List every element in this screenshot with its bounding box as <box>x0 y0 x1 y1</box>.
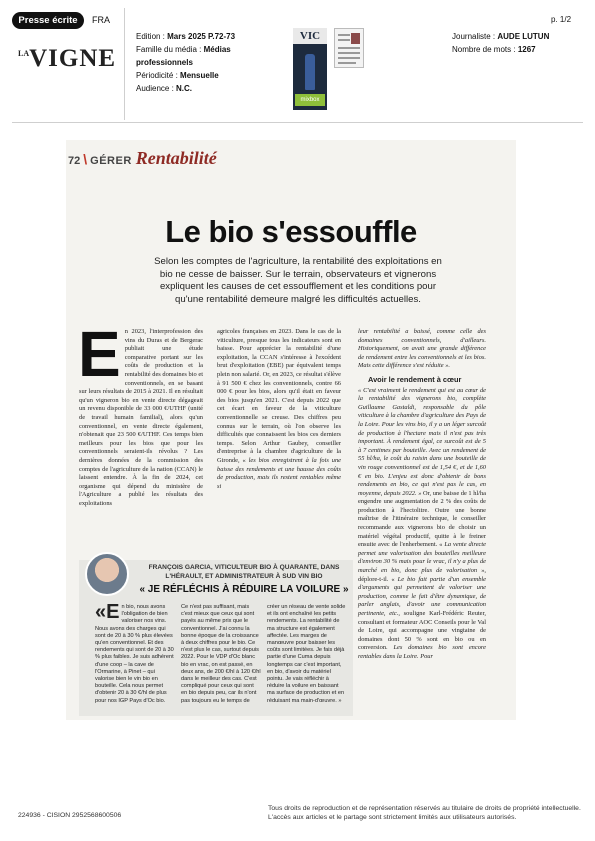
rubric-header <box>68 148 217 169</box>
famille-line: Famille du média : Médias professionnels <box>136 45 231 67</box>
cision-reference: 224936 - CISION 2952568600506 <box>18 812 122 819</box>
column-3-quote-1: « C'est vraiment le rendement qui est au cœur de la rentabilité des vignerons bio, complète Guillaume Gastaldi, responsable du pôle viticulture à la chambre d'agriculture des Pays de la Loire. Pour les vins bio, il y a un léger surcoût de production à l'hectare mais il n'est pas très important. À rendement égal, ce surcoût est de 5 à 7 centimes par bouteille. Avec un rendement de 55 hl/ha, le coût du raisin dans une bouteille de vin rouge conventionnel est de 1,54 €, et de 1,60 € en bio. L'enjeu est donc d'obtenir de bons rendements en bio, ce qui n'est pas le cas, en moyenne, depuis 2022. » <box>358 386 486 497</box>
testimonial-author: FRANÇOIS GARCIA, VITICULTEUR BIO À QUARANTE, DANS L'HÉRAULT, ET ADMINISTRATEUR À SUD VIN BIO <box>148 564 340 580</box>
press-type-badge: Presse écrite <box>12 12 84 29</box>
publication-logo <box>18 46 116 71</box>
audience-line: Audience : N.C. <box>136 84 193 93</box>
slash-icon: \ <box>83 151 88 167</box>
section-label: GÉRER <box>90 155 132 167</box>
copyright-notice: Tous droits de reproduction et de représentation réservés au titulaire de droits de propriété intellectuelle. L'accès aux articles et le partage sont strictement limités aux utilisateurs autorisés. <box>268 805 581 821</box>
column-3-text-2: », déplore-t-il. « <box>358 567 487 583</box>
bottle-icon <box>305 54 315 90</box>
article-headline: Le bio s'essouffle <box>165 214 417 249</box>
word-count-line: Nombre de mots : 1267 <box>452 45 536 54</box>
author-meta <box>452 30 549 56</box>
page-number: p. 1/2 <box>551 15 572 24</box>
testimonial-column-2: Ce n'est pas suffisant, mais c'est mieux que ceux qui sont payés au même prix que le conventionnel. J'ai connu la bonne époque de la croissance à deux chiffres pour le bio. Ce n'est plus le cas, surtout depuis 2022. Pour le VDP d'Oc blanc bio en vrac, on est passé, en deux ans, de 200 €/hl à 120 €/hl dans le meilleur des cas. C'est compliqué pour ceux qui sont en bio depuis peu, car ils n'ont pas toujours eu le temps de <box>181 604 261 704</box>
column-3-quote-2: La vente directe permet une valorisation des bouteilles meilleure d'environ 30 % mais pour le vrac, il n'y a plus de marché en bio, donc plus de valorisation <box>358 541 486 575</box>
column-2-text: agricoles françaises en 2023. Dans le cas de la viticulture, presque tous les indicateurs sont en baisse. Pour apprécier la rentabilité d'une exploitation, la CCAN s'intéresse à l'excédent brut d'exploitation (EBE) par équivalent temps plein non salarié. Or, en 2023, ce résultat s'élève à 91 500 € chez les conventionnels, contre 66 000 € pour les bios, alors qu'il était en faveur des bios jusqu'en 2021. C'est depuis 2022 que cet écart en faveur de la viticulture conventionnelle se creuse. Des chiffres peu connus sur le terrain, où l'on observe les difficultés que connaissent les bios ces derniers temps. Selon Arthur Gaubey, conseiller d'entreprise à la chambre d'agriculture de la Gironde, « <box>217 328 341 464</box>
column-3-intro: leur rentabilité a baissé, comme celle des domaines conventionnels, d'ailleurs. Historiquement, on avait une grande différence de rendement entre les conventionnels et les bios. Mais cette différence s'est réduite ». <box>358 328 486 370</box>
article-column-1 <box>78 318 203 508</box>
column-3-quote-4: Les domaines bio sont encore rentables dans la Loire. Pour <box>358 644 486 660</box>
rubric-label: Rentabilité <box>135 148 217 168</box>
header-rule <box>12 122 583 123</box>
article-page-number: 72 <box>68 155 81 167</box>
article-column-2 <box>217 328 341 564</box>
page-thumbnail <box>334 28 364 68</box>
column-2-quote: les bios enregistrent à la fois une baisse des rendements et une hausse des coûts de production, mais ils restent rentables même si <box>217 456 341 490</box>
publication-meta <box>136 30 264 95</box>
column-3-text-1: Or, une baisse de 1 hl/ha engendre une augmentation de 2 % des coûts de production à l'hectolitre. Outre une bonne maîtrise de l'itinéraire technique, le conseiller recommande aux vignerons bio de choisir un matériel végétal productif, quitte à le freiner ensuite avec de l'enherbement. « <box>358 489 486 549</box>
cover-brand: mixbox <box>295 94 325 106</box>
language-code: FRA <box>92 15 110 25</box>
testimonial-box <box>79 560 353 716</box>
drop-cap: E <box>78 318 121 390</box>
testimonial-title: « JE RÉFLÉCHIS À RÉDUIRE LA VOILURE » <box>139 584 349 595</box>
periodicite-line: Périodicité : Mensuelle <box>136 71 219 80</box>
magazine-cover-thumbnail <box>293 28 327 110</box>
header-divider <box>124 8 125 120</box>
edition-line: Edition : Mars 2025 P.72-73 <box>136 32 236 41</box>
intertitle: Avoir le rendement à cœur <box>368 374 462 384</box>
logo-small-text: LA <box>18 49 30 58</box>
testimonial-column-1: «En bio, nous avons l'obligation de bien valoriser nos vins. Nous avons des charges qui sont de 20 à 30 % plus élevées qu'en conventionnel. Et des rendements qui sont de 20 à 30 % plus faibles. Je suis adhérent d'une coop – la cave de l'Ormarine, à Pinet – qui valorise bien le vin bio en bouteille. Cela nous permet d'obtenir 20 à 30 €/hl de plus pour nos IGP Pays d'Oc bio. <box>95 601 174 704</box>
logo-big-text: VIGNE <box>29 45 117 72</box>
testimonial-column-3: créer un réseau de vente solide et ils ont enchaîné les petits rendements. La rentabilité de ma structure est également affectée. Les marges de manœuvre pour baisser les coûts sont limitées. Je fais déjà partie d'une Cuma depuis longtemps car c'est important, en bio, d'avoir du matériel pointu. Je vais réfléchir à réduire la voilure en baissant ma surface de production et en réduisant ma main-d'œuvre. » <box>267 604 346 704</box>
column-1-text: n 2023, l'interprofession des vins du Duras et de Bergerac publiait une étude comparative portant sur les coûts de production et la rentabilité des domaines bio et conventionnels, en se basant sur leurs résultats de 2015 à 2021. Il en résultait qu'un vigneron bio en vente directe dégageait un revenu disponible de 33 000 €/UTHF (unité de travail humain familial), alors qu'un conventionnel, en vente directe également, n'obtenait que 23 500 €/UTHF. Ces temps bien meilleurs pour les bios que pour les conventionnels seraient-ils révolus ? Les dernières données de la commission des comptes de l'agriculture de la nation (CCAN) le laissent entendre. À la fin de 2024, cet organisme qui dépend du ministère de l'Agriculture a publié les résultats des exploitations <box>79 328 203 507</box>
open-quote-icon: «E <box>95 601 120 623</box>
article-standfirst: Selon les comptes de l'agriculture, la rentabilité des exploitations en bio ne cesse de baisser. Sur le terrain, observateurs et vignerons expliquent les causes de cet essoufflement et les conditions pour qu'une rentabilité demeure malgré les difficultés actuelles. <box>154 256 442 305</box>
column-3-text-3: , souligne Karl-Frédéric Reuter, consultant et formateur AOC Conseils pour le Val de Loire, qui accompagne une vingtaine de domaines dont 50 % sont en bio ou en conversion. <box>358 610 486 652</box>
article-column-3 <box>358 328 486 662</box>
journaliste-line: Journaliste : AUDE LUTUN <box>452 32 550 41</box>
cover-title: VIC <box>293 28 327 44</box>
article-scan <box>66 140 516 720</box>
column-3-quote-3: Le bio fait partie d'un ensemble d'arguments qui permettent de valoriser une production, comme le fait d'être dynamique, de parler anglais, d'avoir une communication pertinente, etc. <box>358 575 487 617</box>
avatar <box>85 552 129 596</box>
